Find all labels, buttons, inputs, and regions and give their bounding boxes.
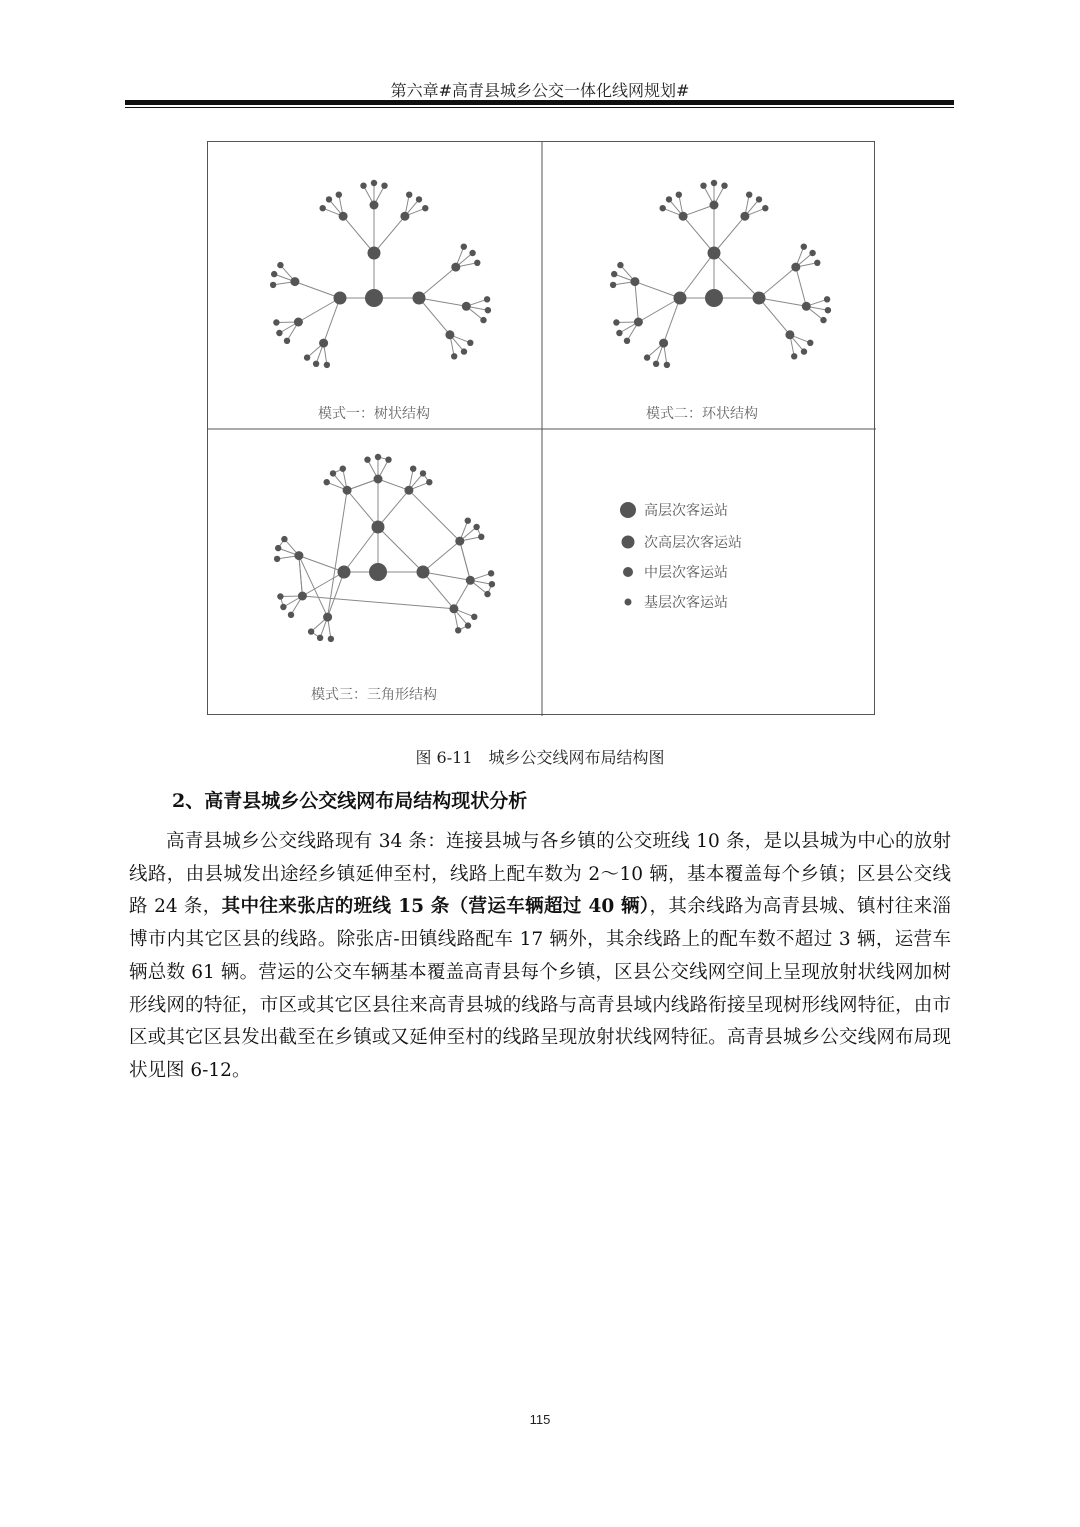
network-node	[364, 457, 370, 463]
network-node	[304, 354, 310, 360]
network-link	[302, 596, 454, 609]
network-node	[617, 262, 623, 268]
network-node	[326, 196, 332, 202]
legend-marker-base	[625, 599, 632, 606]
network-node	[413, 292, 426, 305]
network-node	[616, 330, 622, 336]
paragraph-text-1: 高青县城乡公交线路现有 34 条：连接县城与各乡镇的公交班线 10 条，是以县城为中心的放射线路，由县城发出途经乡镇延伸至村，线路上配车数为 2～10 辆，基本覆盖每个乡镇；区县公交线路 24 条，	[129, 831, 951, 918]
network-node	[426, 479, 432, 485]
network-link	[328, 572, 344, 617]
figure-caption: 图 6-11 城乡公交线网布局结构图	[415, 748, 665, 767]
network-node	[277, 593, 283, 599]
legend-label-base: 基层次客运站	[644, 595, 728, 611]
network-link	[347, 479, 378, 490]
network-node	[659, 339, 668, 348]
network-node	[467, 340, 473, 346]
network-link	[419, 267, 456, 298]
network-node	[420, 470, 426, 476]
network-link	[347, 490, 378, 527]
network-node	[416, 196, 422, 202]
network-node	[360, 183, 366, 189]
panel-caption-tree: 模式一：树状结构	[318, 406, 430, 422]
network-node	[330, 470, 336, 476]
network-node	[417, 566, 430, 579]
network-node	[334, 292, 347, 305]
network-node	[721, 183, 727, 189]
network-node	[371, 180, 377, 186]
network-link	[683, 205, 714, 216]
network-node	[666, 196, 672, 202]
network-node	[708, 247, 721, 260]
network-node	[400, 212, 409, 221]
network-node	[281, 536, 287, 542]
legend-marker-middle	[623, 567, 633, 577]
header-rule	[125, 100, 954, 105]
network-node	[679, 212, 688, 221]
network-node	[277, 262, 283, 268]
network-node	[461, 244, 467, 250]
network-node	[455, 537, 464, 546]
legend-marker-high	[620, 502, 636, 518]
network-node	[814, 260, 820, 266]
body-paragraph	[129, 826, 951, 1088]
network-node	[445, 330, 454, 339]
network-node	[323, 613, 332, 622]
network-link	[378, 527, 423, 572]
network-node	[801, 348, 807, 354]
network-node	[807, 340, 813, 346]
network-node	[762, 205, 768, 211]
network-link	[423, 541, 460, 572]
network-node	[740, 212, 749, 221]
network-node	[473, 524, 479, 530]
tree-structure-diagram	[270, 180, 491, 368]
legend	[620, 502, 742, 611]
network-node	[339, 212, 348, 221]
network-node	[485, 307, 491, 313]
network-node	[465, 622, 471, 628]
network-node	[451, 353, 457, 359]
network-node	[340, 466, 346, 472]
network-node	[449, 604, 458, 613]
ring-structure-diagram	[610, 180, 831, 368]
network-link	[635, 282, 680, 298]
network-node	[369, 563, 387, 581]
network-node	[406, 192, 412, 198]
network-node	[469, 250, 475, 256]
network-node	[484, 296, 490, 302]
network-node	[624, 338, 630, 344]
network-node	[317, 635, 323, 641]
network-node	[634, 318, 643, 327]
network-link	[419, 298, 450, 335]
network-node	[370, 201, 379, 210]
network-node	[465, 518, 471, 524]
network-node	[674, 292, 687, 305]
network-node	[664, 362, 670, 368]
network-node	[284, 338, 290, 344]
network-node	[270, 282, 276, 288]
network-node	[274, 556, 280, 562]
network-node	[756, 196, 762, 202]
network-node	[611, 271, 617, 277]
network-link	[460, 541, 471, 580]
network-node	[368, 247, 381, 260]
network-node	[328, 636, 334, 642]
network-node	[338, 566, 351, 579]
network-node	[276, 330, 282, 336]
network-node	[825, 307, 831, 313]
network-link	[295, 282, 340, 298]
network-node	[711, 180, 717, 186]
network-link	[683, 216, 714, 253]
network-node	[791, 263, 800, 272]
network-link	[324, 298, 340, 343]
network-node	[319, 339, 328, 348]
network-node	[613, 319, 619, 325]
network-node	[466, 576, 475, 585]
network-node	[660, 205, 666, 211]
network-node	[298, 592, 307, 601]
network-node	[488, 570, 494, 576]
header-rule-thin	[125, 107, 954, 108]
network-node	[410, 466, 416, 472]
page-number: 115	[529, 1412, 551, 1427]
network-link	[419, 298, 466, 306]
network-node	[610, 282, 616, 288]
legend-label-subhigh: 次高层次客运站	[644, 535, 742, 551]
network-node	[791, 353, 797, 359]
network-node	[480, 317, 486, 323]
network-link	[328, 490, 348, 617]
network-link	[343, 216, 374, 253]
section-heading: 2、高青县城乡公交线网布局结构现状分析	[172, 790, 528, 812]
network-node	[375, 454, 381, 460]
network-node	[474, 260, 480, 266]
network-structure-figure	[207, 141, 875, 715]
network-node	[288, 612, 294, 618]
panel-caption-ring: 模式二：环状结构	[646, 406, 758, 422]
network-node	[294, 551, 303, 560]
network-node	[271, 271, 277, 277]
network-node	[824, 296, 830, 302]
network-link	[378, 490, 409, 527]
paragraph-text-2: ，其余线路为高青县城、镇村往来淄博市内其它区县的线路。除张店-田镇线路配车 17 辆外，其余线路上的配车数不超过 3 辆，运营车辆总数 61 辆。营运的公交车辆基本覆盖高青县每个乡镇，区县公交线网空间上呈现放射状线网加树形线网的特征，市区或其它区县往来高青县城的线路与高青县域内线路衔接呈现树形线网特征，由市区或其它区县发出截至在乡镇或又延伸至村的线路呈现放射状线网特征。高青县城乡公交线网布局现状见图 6-12。	[129, 896, 951, 1081]
network-node	[381, 183, 387, 189]
network-link	[714, 253, 759, 298]
network-node	[308, 628, 314, 634]
network-node	[343, 486, 352, 495]
network-node	[802, 302, 811, 311]
network-node	[372, 521, 385, 534]
network-node	[710, 201, 719, 210]
network-link	[759, 298, 790, 335]
network-node	[313, 361, 319, 367]
network-node	[374, 475, 383, 484]
network-node	[290, 277, 299, 286]
network-node	[275, 545, 281, 551]
figure-svg	[208, 142, 876, 716]
network-node	[320, 205, 326, 211]
network-node	[365, 289, 383, 307]
network-node	[753, 292, 766, 305]
network-node	[461, 348, 467, 354]
network-link	[298, 298, 340, 322]
network-link	[638, 298, 680, 322]
network-node	[462, 302, 471, 311]
network-node	[471, 614, 477, 620]
network-node	[273, 319, 279, 325]
network-node	[809, 250, 815, 256]
running-header: 第六章#高青县城乡公交一体化线网规划#	[390, 81, 690, 100]
triangle-structure-diagram	[274, 454, 495, 642]
network-link	[378, 479, 409, 490]
network-link	[714, 216, 745, 253]
network-node	[451, 263, 460, 272]
network-node	[746, 192, 752, 198]
network-node	[676, 192, 682, 198]
network-link	[423, 572, 470, 580]
paragraph-bold-text: 其中往来张店的班线 15 条（营运车辆超过 40 辆）	[221, 896, 650, 918]
network-node	[820, 317, 826, 323]
network-node	[705, 289, 723, 307]
network-link	[759, 267, 796, 298]
network-link	[454, 580, 470, 609]
network-node	[336, 192, 342, 198]
legend-label-middle: 中层次客运站	[644, 565, 728, 581]
network-link	[409, 490, 460, 541]
network-node	[484, 591, 490, 597]
network-node	[294, 318, 303, 327]
network-node	[422, 205, 428, 211]
network-link	[796, 267, 807, 306]
network-node	[644, 354, 650, 360]
network-node	[801, 244, 807, 250]
network-node	[489, 581, 495, 587]
network-node	[324, 362, 330, 368]
panel-caption-triangle: 模式三：三角形结构	[311, 687, 437, 703]
network-node	[785, 330, 794, 339]
legend-marker-subhigh	[622, 536, 635, 549]
network-link	[423, 572, 454, 609]
network-link	[635, 282, 639, 322]
legend-label-high: 高层次客运站	[644, 503, 728, 519]
network-node	[478, 534, 484, 540]
network-node	[630, 277, 639, 286]
network-node	[324, 479, 330, 485]
network-node	[385, 457, 391, 463]
network-node	[455, 627, 461, 633]
network-link	[374, 216, 405, 253]
network-link	[759, 298, 806, 306]
network-node	[653, 361, 659, 367]
network-node	[280, 604, 286, 610]
network-node	[700, 183, 706, 189]
network-node	[404, 486, 413, 495]
network-link	[664, 298, 680, 343]
